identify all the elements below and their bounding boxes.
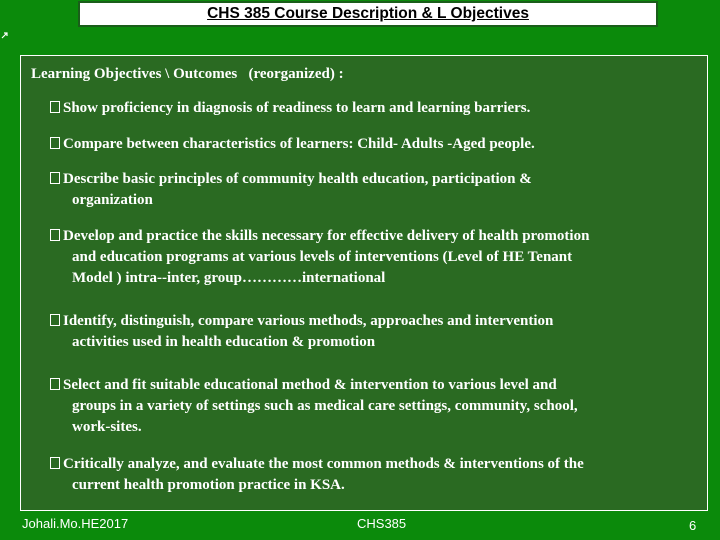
slide-title-box — [78, 1, 658, 27]
bullet-box-icon — [50, 137, 60, 149]
objective-item: Critically analyze, and evaluate the most common methods & interventions of the current health promotion practice in KSA. — [50, 454, 700, 496]
page-number: 6 — [689, 518, 697, 533]
bullet-box-icon — [50, 172, 60, 184]
slide-title: CHS 385 Course Description & L Objectives — [207, 5, 529, 22]
objective-item: Describe basic principles of community health education, participation & organization — [50, 169, 700, 211]
objective-item: Show proficiency in diagnosis of readiness to learn and learning barriers. — [50, 98, 700, 119]
objective-item: Identify, distinguish, compare various methods, approaches and intervention activities used in health education & promotion — [50, 311, 700, 353]
link-arrow-icon — [1, 31, 9, 39]
footer-course: CHS385 — [357, 516, 407, 531]
bullet-box-icon — [50, 101, 60, 113]
bullet-box-icon — [50, 457, 60, 469]
objectives-heading: Learning Objectives \ Outcomes (reorganized) : — [31, 66, 344, 82]
bullet-box-icon — [50, 314, 60, 326]
objective-item: Compare between characteristics of learners: Child- Adults -Aged people. — [50, 134, 700, 155]
objective-item: Develop and practice the skills necessary for effective delivery of health promotion and education programs at various levels of interventions (Level of HE Tenant Model ) intra--inter, group…………international — [50, 226, 700, 289]
bullet-box-icon — [50, 229, 60, 241]
objective-item: Select and fit suitable educational method & intervention to various level and groups in a variety of settings such as medical care settings, community, school, work-sites. — [50, 375, 700, 438]
bullet-box-icon — [50, 378, 60, 390]
footer-author: Johali.Mo.HE2017 — [22, 516, 129, 531]
